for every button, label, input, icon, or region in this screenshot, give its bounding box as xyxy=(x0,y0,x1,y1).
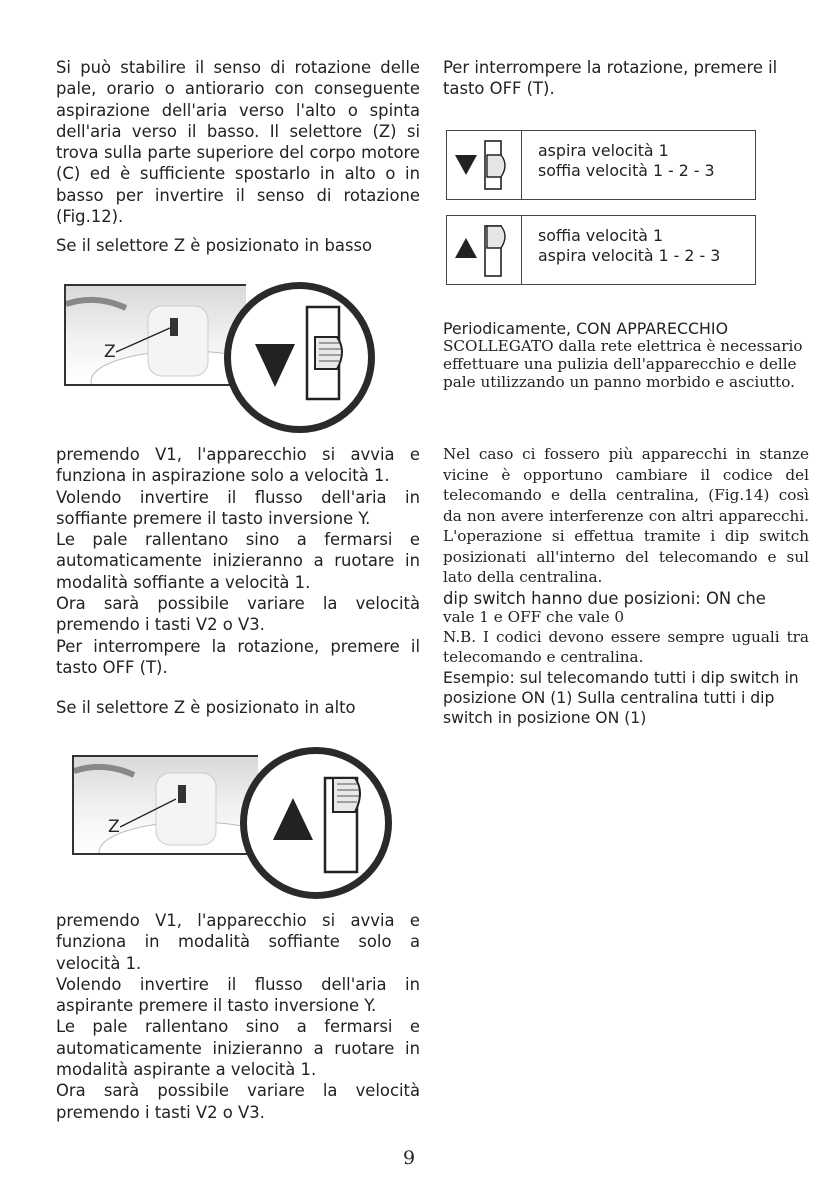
note-text: N.B. I codici devono essere sempre uguali tra telecomando e centralina. xyxy=(443,627,809,667)
table-row-2-line-1: soffia velocità 1 xyxy=(538,226,664,245)
down-line-3: Le pale rallentano sino a fermarsi e automaticamente inizieranno a ruotare in modalità soffiante a velocità 1. xyxy=(56,530,420,592)
intro-paragraph: Si può stabilire il senso di rotazione delle pale, orario o antiorario con conseguente aspirazione dell'aria verso l'alto o spinta dell'aria verso il basso. Il selettore (Z) si trova sulla parte superiore del corpo motore (C) ed è sufficiente spostarlo in alto o in basso per invertire il senso di rotazione (Fig.12). xyxy=(56,58,420,227)
left-column xyxy=(56,57,420,257)
z-label: Z xyxy=(104,342,116,362)
figure-selector-up xyxy=(64,747,404,899)
up-line-1: premendo V1, l'apparecchio si avvia e funziona in modalità soffiante solo a velocità 1. xyxy=(56,911,420,973)
dip-line-2: vale 1 e OFF che vale 0 xyxy=(443,607,625,626)
table-row-2-line-2: aspira velocità 1 - 2 - 3 xyxy=(538,246,721,265)
right-column-maintenance xyxy=(443,320,809,391)
table-text-cell xyxy=(522,216,720,284)
table-text-cell xyxy=(522,131,715,199)
down-line-5: Per interrompere la rotazione, premere il tasto OFF (T). xyxy=(56,636,420,677)
z-label: Z xyxy=(108,817,120,837)
maintenance-body: SCOLLEGATO dalla rete elettrica è necessario effettuare una pulizia dell'apparecchio e delle pale utilizzando un panno morbido e asciutto. xyxy=(443,337,803,391)
right-column-codes xyxy=(443,444,809,728)
right-column-top xyxy=(443,57,809,100)
down-line-2: Volendo invertire il flusso dell'aria in soffiante premere il tasto inversione Y. xyxy=(56,487,420,528)
page-number: 9 xyxy=(403,1147,416,1169)
up-line-4: Ora sarà possibile variare la velocità premendo i tasti V2 o V3. xyxy=(56,1081,420,1122)
codes-paragraph: Nel caso ci fossero più apparecchi in stanze vicine è opportuno cambiare il codice del telecomando e della centralina, (Fig.14) così da non avere interferenze con altri apparecchi. L'operazione si effettua tramite i dip switch posizionati all'interno del telecomando e sul lato della centralina. xyxy=(443,445,809,586)
switch-down-icon xyxy=(231,289,368,426)
pointer-line-icon xyxy=(116,324,176,354)
caption-selector-down: Se il selettore Z è posizionato in basso xyxy=(56,236,373,256)
zoom-circle xyxy=(224,282,375,433)
table-row-1-line-2: soffia velocità 1 - 2 - 3 xyxy=(538,161,715,180)
switch-up-icon xyxy=(247,754,385,892)
mode-table-row-1 xyxy=(446,130,756,200)
down-line-1: premendo V1, l'apparecchio si avvia e funziona in aspirazione solo a velocità 1. xyxy=(56,445,420,486)
left-column-bottom xyxy=(56,910,420,1123)
maintenance-heading: Periodicamente, CON APPARECCHIO xyxy=(443,319,729,338)
pointer-line-icon xyxy=(120,795,180,831)
left-column-middle xyxy=(56,444,420,719)
stop-text: Per interrompere la rotazione, premere il tasto OFF (T). xyxy=(443,58,778,99)
arrow-up-switch-icon xyxy=(447,216,521,284)
up-line-2: Volendo invertire il flusso dell'aria in aspirante premere il tasto inversione Y. xyxy=(56,974,420,1016)
example-text: Esempio: sul telecomando tutti i dip switch in posizione ON (1) Sulla centralina tutti i dip switch in posizione ON (1) xyxy=(443,668,799,727)
zoom-circle xyxy=(240,747,392,899)
up-line-3: Le pale rallentano sino a fermarsi e automaticamente inizieranno a ruotare in modalità aspirante a velocità 1. xyxy=(56,1017,420,1080)
table-icon-cell xyxy=(447,131,522,199)
mode-table-row-2 xyxy=(446,215,756,285)
table-icon-cell xyxy=(447,216,522,284)
caption-selector-up: Se il selettore Z è posizionato in alto xyxy=(56,698,356,718)
figure-selector-down xyxy=(64,282,400,432)
down-line-4: Ora sarà possibile variare la velocità premendo i tasti V2 o V3. xyxy=(56,594,420,635)
table-row-1-line-1: aspira velocità 1 xyxy=(538,141,669,160)
dip-line-1: dip switch hanno due posizioni: ON che xyxy=(443,588,766,608)
arrow-down-switch-icon xyxy=(447,131,521,199)
